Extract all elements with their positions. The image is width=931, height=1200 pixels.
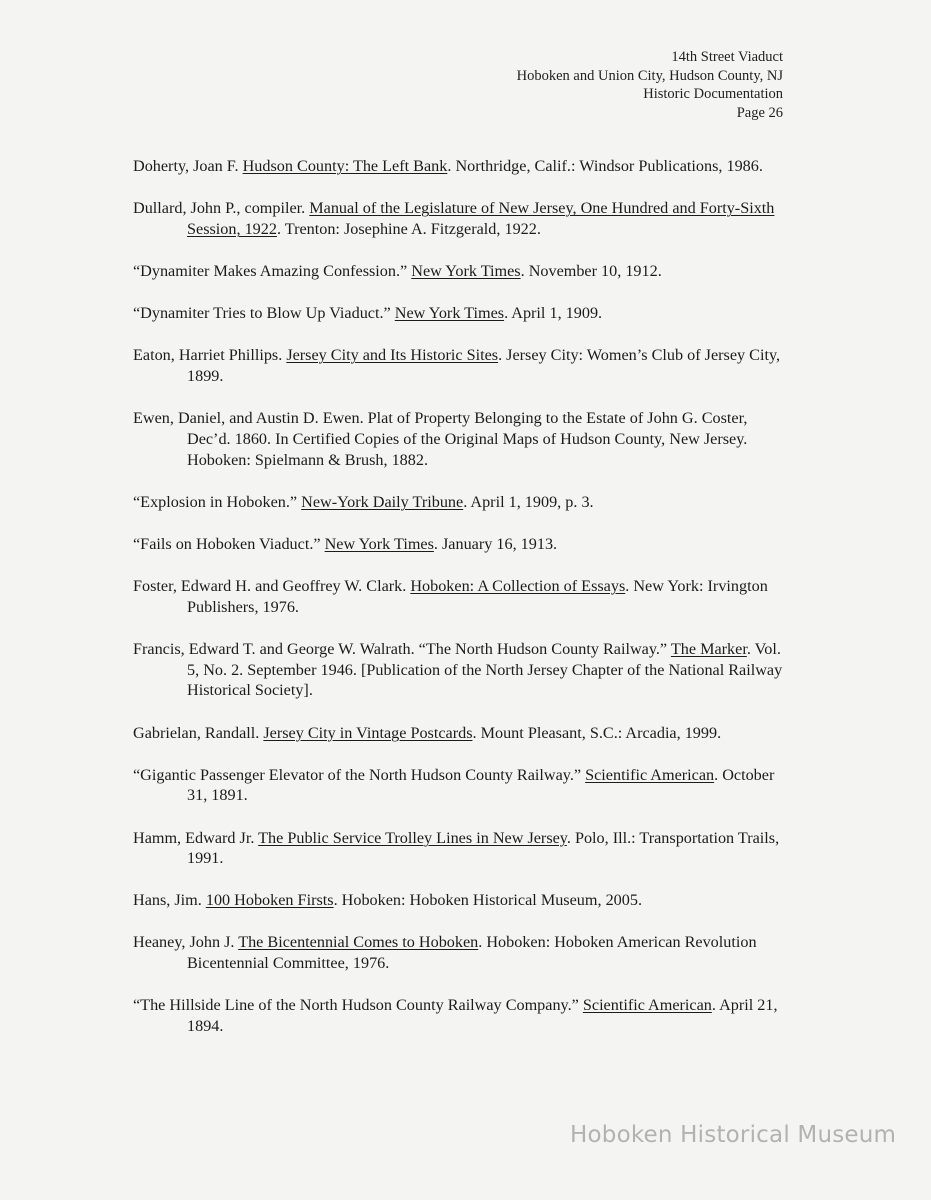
entry-title: Jersey City in Vintage Postcards	[263, 723, 473, 742]
bibliography-entry	[133, 995, 793, 1037]
entry-details: . Northridge, Calif.: Windsor Publications, 1986.	[447, 157, 763, 175]
entry-text: “Fails on Hoboken Viaduct.”	[133, 534, 325, 553]
bibliography-entry	[133, 576, 793, 618]
entry-details: . Trenton: Josephine A. Fitzgerald, 1922.	[276, 219, 541, 238]
entry-title: The Bicentennial Comes to Hoboken	[238, 933, 479, 952]
entry-text: Doherty, Joan F.	[133, 157, 243, 175]
bibliography-entry	[133, 890, 793, 911]
bibliography-entry	[133, 723, 793, 744]
bibliography-entry	[133, 303, 793, 324]
entry-details: . November 10, 1912.	[520, 261, 662, 280]
entry-title: Scientific American	[582, 996, 712, 1015]
entry-title: Hoboken: A Collection of Essays	[410, 576, 626, 595]
bibliography-entry	[133, 765, 793, 807]
bibliography-entry	[133, 932, 793, 974]
entry-text: Foster, Edward H. and Geoffrey W. Clark.	[133, 576, 411, 595]
entry-title: Jersey City and Its Historic Sites	[286, 346, 499, 365]
entry-text: “Dynamiter Makes Amazing Confession.”	[133, 261, 412, 280]
entry-details: . April 1, 1909.	[504, 304, 603, 323]
museum-watermark: Hoboken Historical Museum	[570, 1122, 897, 1148]
entry-title: New York Times	[411, 261, 521, 280]
entry-details: . January 16, 1913.	[433, 534, 558, 553]
entry-title: Scientific American	[585, 765, 715, 784]
entry-title: New-York Daily Tribune	[301, 492, 464, 511]
bibliography-entry	[133, 261, 793, 282]
entry-text: “The Hillside Line of the North Hudson County Railway Company.”	[133, 996, 583, 1015]
bibliography-entry	[133, 345, 793, 387]
entry-details: . Hoboken: Hoboken American Revolution Bicentennial Committee, 1976.	[187, 933, 757, 973]
entry-text: Francis, Edward T. and George W. Walrath. “The North Hudson County Railway.”	[133, 639, 671, 658]
entry-details: . April 21, 1894.	[187, 996, 778, 1036]
entry-text: “Dynamiter Tries to Blow Up Viaduct.”	[133, 304, 395, 323]
header-location: Hoboken and Union City, Hudson County, NJ	[516, 67, 783, 84]
entry-details: . Hoboken: Hoboken Historical Museum, 2005.	[333, 891, 642, 910]
header-title: 14th Street Viaduct	[671, 49, 783, 65]
entry-title: Hudson County: The Left Bank	[242, 157, 448, 175]
bibliography-entry	[133, 639, 793, 701]
entry-text: Eaton, Harriet Phillips.	[133, 346, 287, 365]
bibliography-entry	[133, 156, 793, 177]
header-doc-type: Historic Documentation	[643, 86, 783, 102]
entry-details: . Polo, Ill.: Transportation Trails, 1991.	[187, 828, 780, 868]
entry-text: Dullard, John P., compiler.	[133, 199, 310, 218]
entry-text: Ewen, Daniel, and Austin D. Ewen. Plat of Property Belonging to the Estate of John G. Coster, Dec’d. 1860. In Certified Copies of the Original Maps of Hudson County, New Jersey. Hoboken: Spielmann & Brush, 1882.	[133, 409, 748, 469]
bibliography-entry	[133, 492, 793, 513]
entry-title: New York Times	[324, 534, 434, 553]
entry-text: “Explosion in Hoboken.”	[133, 492, 302, 511]
bibliography-entry	[133, 534, 793, 555]
entry-details: . Jersey City: Women’s Club of Jersey City, 1899.	[187, 346, 781, 385]
entry-text: Hamm, Edward Jr.	[133, 828, 259, 847]
page-header	[517, 48, 783, 122]
entry-details: . October 31, 1891.	[187, 765, 775, 805]
bibliography-entry	[133, 828, 793, 870]
bibliography-entry	[133, 198, 793, 240]
entry-title: The Public Service Trolley Lines in New Jersey	[258, 828, 567, 847]
entry-title: 100 Hoboken Firsts	[205, 891, 334, 910]
entry-text: Heaney, John J.	[133, 933, 239, 952]
entry-title: Manual of the Legislature of New Jersey, One Hundred and Forty-Sixth Session, 1922	[187, 199, 775, 238]
entry-details: . Vol. 5, No. 2. September 1946. [Publication of the North Jersey Chapter of the National Railway Historical Society].	[187, 639, 783, 700]
entry-details: . Mount Pleasant, S.C.: Arcadia, 1999.	[472, 723, 722, 742]
entry-details: . New York: Irvington Publishers, 1976.	[187, 576, 768, 616]
entry-text: Gabrielan, Randall.	[133, 723, 264, 742]
entry-text: “Gigantic Passenger Elevator of the North Hudson County Railway.”	[133, 765, 586, 784]
bibliography-list	[133, 156, 793, 1058]
entry-title: The Marker	[670, 639, 747, 658]
entry-details: . April 1, 1909, p. 3.	[463, 492, 594, 511]
entry-title: New York Times	[394, 304, 505, 323]
page-number: Page 26	[736, 104, 783, 121]
bibliography-entry	[133, 408, 793, 470]
entry-text: Hans, Jim.	[133, 891, 206, 910]
